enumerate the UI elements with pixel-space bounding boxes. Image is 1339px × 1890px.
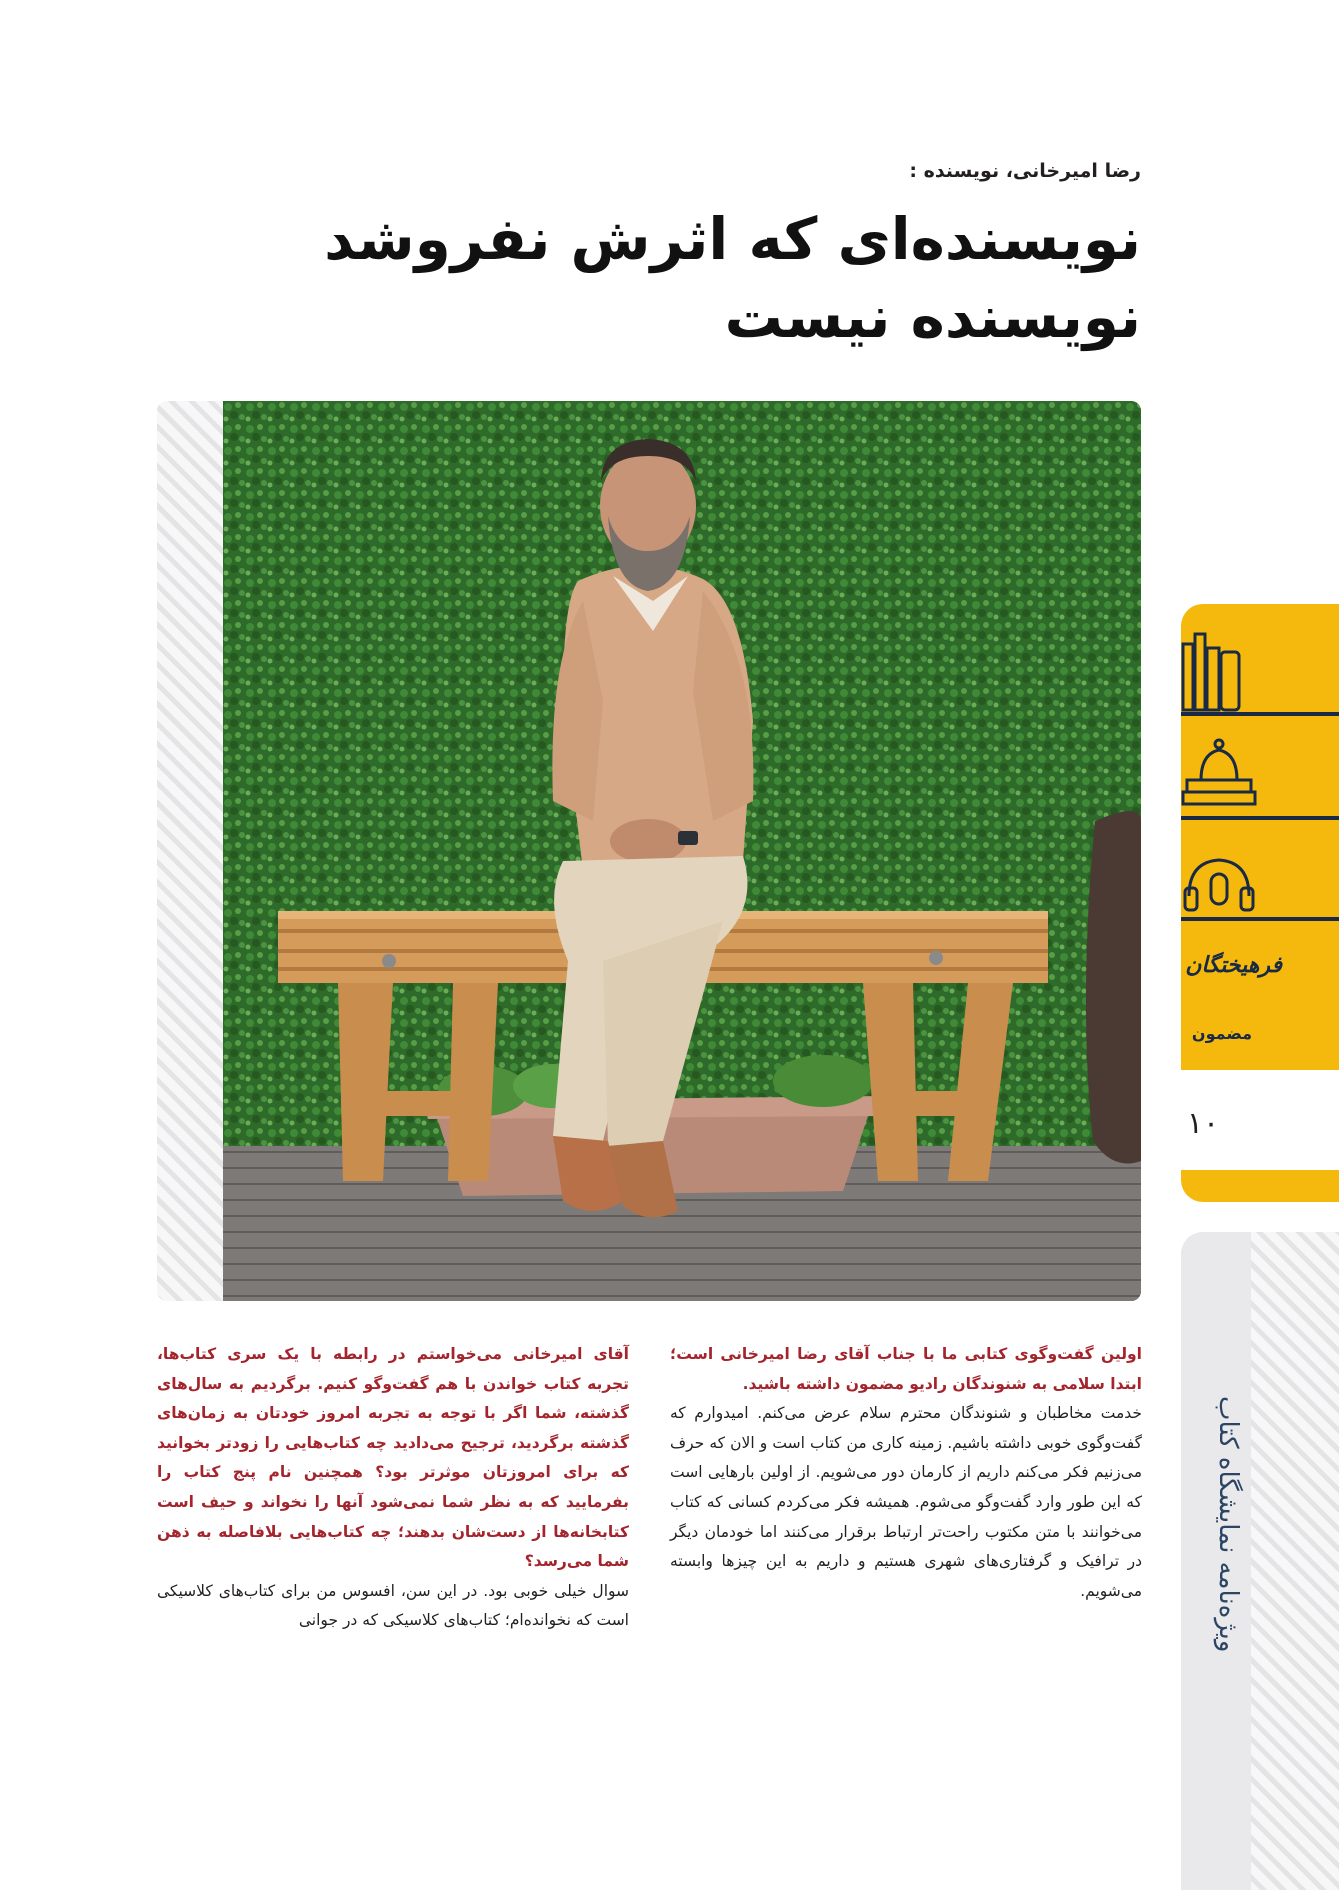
sidebar-icons	[1181, 604, 1339, 1074]
interview-answer: خدمت مخاطبان و شنوندگان محترم سلام عرض می‌کنم. امیدوارم که گفت‌وگوی خوبی داشته باشیم. زمینه کاری من کتاب است و الان که حرف می‌زنیم فکر می‌کنم داریم از کارمان دور می‌شویم. از اولین بارهایی است که این طور وارد گفت‌وگو می‌شوم. همیشه فکر می‌کردم کسانی که کتاب می‌خوانند با متن مکتوب راحت‌تر ارتباط برقرار می‌کنند اما خودمان دیگر در ترافیک و گرفتاری‌های شهری هستیم و داریم به این چیزها وابسته می‌شویم.	[670, 1404, 1142, 1600]
headline-line-1: نویسنده‌ای که اثرش نفروشد	[324, 205, 1141, 273]
podcast-headphones-icon	[1185, 860, 1253, 910]
issue-vertical-title: ویژه‌نامه نمایشگاه کتاب	[1213, 1395, 1243, 1652]
page-number: ۱۰	[1186, 1106, 1220, 1141]
interview-answer: سوال خیلی خوبی بود. در این سن، افسوس من برای کتاب‌های کلاسیکی است که نخوانده‌ام؛ کتاب‌های کلاسیکی که در جوانی	[157, 1581, 629, 1630]
magazine-logo-subtitle: مضمون	[1191, 1024, 1252, 1043]
article-headline	[241, 200, 1141, 356]
author-photo	[223, 401, 1141, 1301]
article-kicker: رضا امیرخانی، نویسنده :	[909, 160, 1141, 182]
interview-question: آقای امیرخانی می‌خواستم در رابطه با یک سری کتاب‌ها، تجربه کتاب خواندن با هم گفت‌وگو کنیم. برگردیم به سال‌های گذشته، شما اگر با توجه به تجربه امروز خودتان به زمان‌های گذشته برگردید، ترجیح می‌دادید چه کتاب‌هایی را زودتر بخوانید که برای امروزتان موثرتر بود؟ همچنین نام پنج کتاب را بفرمایید که به نظر شما نمی‌شود آنها را نخواند و حیف است کتابخانه‌ها از دست‌شان بدهند؛ چه کتاب‌هایی بلافاصله به ذهن شما می‌رسد؟	[157, 1345, 629, 1571]
article-column-left	[157, 1340, 629, 1636]
magazine-logo: فرهیختگان	[1185, 952, 1282, 978]
photo-stripe-border	[157, 401, 223, 1301]
article-column-right	[670, 1340, 1142, 1606]
book-stack-bell-icon	[1183, 740, 1255, 804]
headline-line-2: نویسنده نیست	[724, 283, 1141, 351]
books-shelf-icon	[1183, 634, 1239, 710]
interview-question: اولین گفت‌وگوی کتابی ما با جناب آقای رضا امیرخانی است؛ ابتدا سلامی به شنوندگان رادیو مضمون داشته باشید.	[670, 1345, 1142, 1393]
